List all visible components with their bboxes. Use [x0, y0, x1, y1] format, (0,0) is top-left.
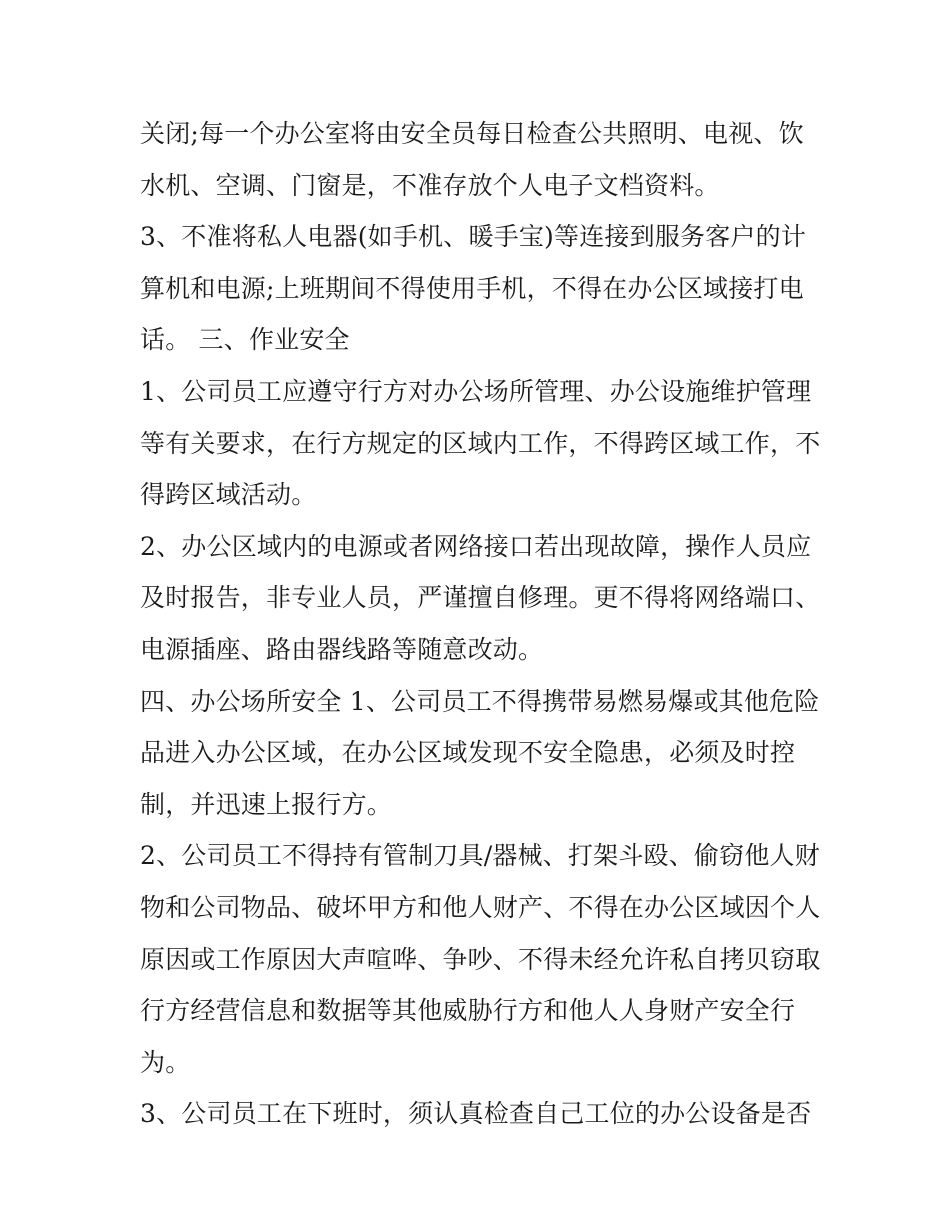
text-line: 电源插座、路由器线路等随意改动。: [140, 634, 544, 664]
text-line: 水机、空调、门窗是，不准存放个人电子文档资料。: [140, 170, 720, 200]
text-line: 品进入办公区域，在办公区域发现不安全隐患，必须及时控: [140, 738, 796, 768]
text-line: 得跨区域活动。: [140, 480, 317, 510]
text-line: 关闭;每一个办公室将由安全员每日检查公共照明、电视、饮: [140, 119, 804, 148]
text-line: 3、公司员工在下班时，须认真检查自己工位的办公设备是否: [140, 1099, 812, 1129]
text-line: 3、不准将私人电器(如手机、暖手宝)等连接到服务客户的计: [140, 222, 807, 252]
text-line: 及时报告，非专业人员，严谨擅自修理。更不得将网络端口、: [140, 583, 821, 613]
text-line: 等有关要求，在行方规定的区域内工作，不得跨区域工作，不: [140, 428, 821, 458]
text-line: 制，并迅速上报行方。: [140, 789, 393, 819]
text-line: 四、办公场所安全 1、公司员工不得携带易燃易爆或其他危险: [140, 686, 820, 716]
text-line: 算机和电源;上班期间不得使用手机，不得在办公区域接打电: [140, 273, 804, 303]
body-text: [140, 108, 830, 1140]
text-line: 话。 三、作业安全: [140, 325, 350, 355]
text-line: 为。: [140, 1047, 191, 1077]
text-line: 原因或工作原因大声喧哗、争吵、不得未经允许私自拷贝窃取: [140, 944, 821, 974]
text-line: 1、公司员工应遵守行方对办公场所管理、办公设施维护管理: [140, 376, 812, 406]
text-line: 行方经营信息和数据等其他威胁行方和他人人身财产安全行: [140, 996, 796, 1026]
text-line: 2、公司员工不得持有管制刀具/器械、打架斗殴、偷窃他人财: [140, 841, 820, 871]
text-line: 物和公司物品、破坏甲方和他人财产、不得在办公区域因个人: [140, 892, 821, 922]
text-line: 2、办公区域内的电源或者网络接口若出现故障，操作人员应: [140, 531, 812, 561]
